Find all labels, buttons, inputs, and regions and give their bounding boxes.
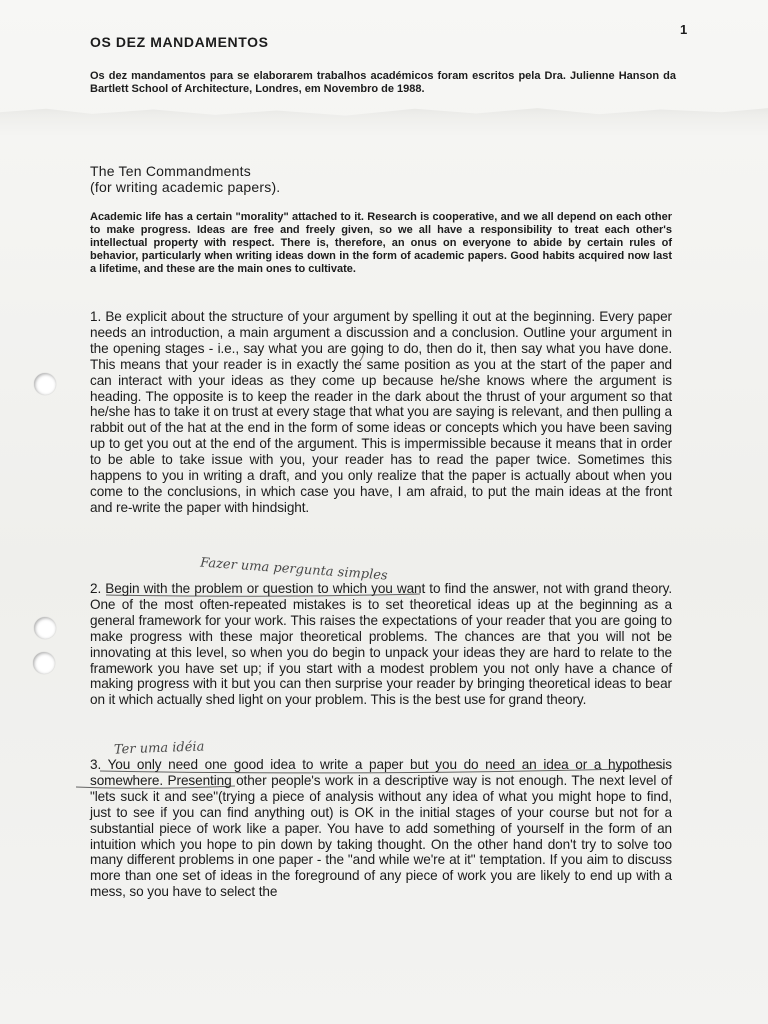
- document-title: OS DEZ MANDAMENTOS: [90, 34, 269, 50]
- commandment-3-paragraph: 3. You only need one good idea to write a paper but you do need an idea or a hypothesis somewhere. Presenting other people's work in a descriptive way is not enough. The next level of "lets suck it and see"(trying a piece of analysis without any idea of what you might hope to find, just to see if you can find anything out) is OK in the initial stages of your course but not for a substantial piece of work like a paper. You have to add something of yourself in the form of an intuition which you hope to pin down by taking thought. On the other hand don't try to solve too many different problems in one paper - the "and while we're at it" temptation. If you aim to discuss more than one set of ideas in the foreground of any piece of work you are likely to end up with a mess, so you have to select the: [90, 757, 672, 900]
- commandment-2-paragraph: 2. Begin with the problem or question to which you want to find the answer, not with grand theory. One of the most often-repeated mistakes is to set theoretical ideas up at the beginning as a general framework for your work. This raises the expectations of your reader that you are going to make progress with these major theoretical problems. The chances are that you will not be innovating at this level, so when you do begin to unpack your ideas they are hard to relate to the framework you have set up; if you start with a modest problem you not only have a chance of making progress with it but you can then surprise your reader by bringing theoretical ideas to bear on it which actually shed light on your problem. This is the best use for grand theory.: [90, 581, 672, 708]
- commandment-1-paragraph: 1. Be explicit about the structure of your argument by spelling it out at the beginning. Every paper needs an introduction, a main argument a discussion and a conclusion. Outline your argument in the opening stages - i.e., say what you are going to do, then do it, then say what you have done. This means that your reader is in exactly the same position as you at the start of the paper and can interact with your ideas as they come up because he/she knows where the argument is heading. The opposite is to keep the reader in the dark about the thrust of your argument so that he/she has to take it on trust at every stage that what you are saying is relevant, and then pulling a rabbit out of the hat at the end in the form of some ideas or concepts which you have been saving up to get you out at the end of the argument. This is impermissible because it means that in order to be able to take issue with you, your reader has to read the paper twice. Sometimes this happens to you in writing a draft, and you only realize that the paper is actually about when you come to the conclusions, in which case you have, I am afraid, to put the main ideas at the front and re-write the paper with hindsight.: [90, 309, 672, 515]
- subtitle-line-1: The Ten Commandments: [90, 163, 251, 179]
- handwritten-annotation-1: Fazer uma pergunta simples: [199, 555, 389, 584]
- english-subtitle: [90, 163, 280, 195]
- handwritten-annotation-2: Ter uma idéia: [113, 739, 205, 758]
- portuguese-intro: Os dez mandamentos para se elaborarem trabalhos académicos foram escritos pela Dra. Julienne Hanson da Bartlett School of Architecture, Londres, em Novembro de 1988.: [90, 70, 676, 95]
- punch-hole: [34, 373, 56, 395]
- english-intro: Academic life has a certain "morality" attached to it. Research is cooperative, and we all depend on each other to make progress. Ideas are free and freely given, so we all have a responsibility to treat each other's intellectual property with respect. There is, therefore, an onus on everyone to abide by certain rules of behavior, particularly when writing ideas down in the form of academic papers. Good habits acquired now last a lifetime, and these are the main ones to cultivate.: [90, 211, 672, 275]
- page-number: 1: [680, 22, 688, 37]
- punch-hole: [33, 652, 55, 674]
- subtitle-line-2: (for writing academic papers).: [90, 179, 281, 195]
- punch-hole: [34, 617, 56, 639]
- torn-paper-edge: [0, 102, 768, 136]
